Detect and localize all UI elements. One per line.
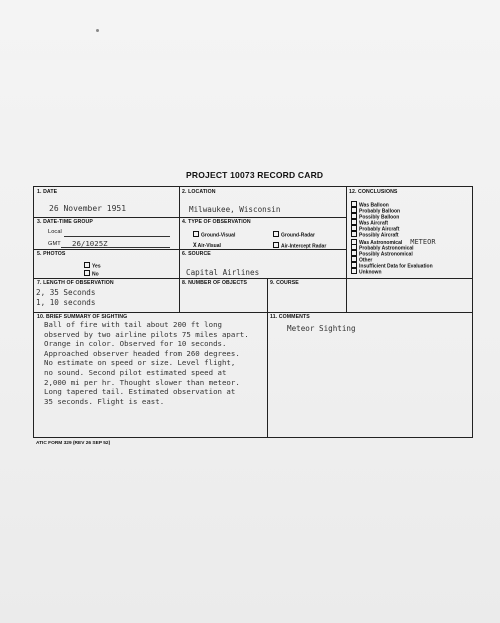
air-visual-checked-mark: X [193,242,197,249]
conclusion-option-text: Unknown [359,269,382,276]
air-visual-text: Air-Visual [197,243,221,249]
comments-label: 11. COMMENTS [270,314,310,320]
dtg-cell [34,217,179,249]
local-label: Local [48,229,62,235]
length-cell [34,278,179,312]
length-line-1: 2, 35 Seconds [36,288,96,297]
comments-cell [267,312,472,437]
summary-cell [34,312,267,437]
form-number: ATIC FORM 329 (REV 26 SEP 52) [36,441,111,446]
conclusion-option-text: Was Balloon [359,202,389,209]
objects-label: 8. NUMBER OF OBJECTS [182,280,248,286]
summary-line: observed by two airline pilots 75 miles apart. [44,329,249,339]
date-label: 1. DATE [37,189,58,195]
summary-line: No estimate on speed or size. Level flight, [44,358,236,368]
checkbox-icon [84,262,90,268]
conclusion-option-text: Probably Aircraft [359,226,400,233]
course-label: 9. COURSE [270,280,299,286]
checkbox-icon [351,231,357,237]
checkbox-icon [351,268,357,274]
ground-visual-text: Ground-Visual [201,232,236,239]
length-label: 7. LENGTH OF OBSERVATION [37,280,114,286]
summary-label: 10. BRIEF SUMMARY OF SIGHTING [37,314,128,320]
conclusions-label: 12. CONCLUSIONS [349,189,398,195]
summary-line: Orange in color. Observed for 10 seconds. [44,339,227,349]
conclusions-cell [346,187,472,278]
summary-line: 2,000 mi per hr. Thought slower than meteor. [44,377,240,387]
conclusion-option-text: Other [359,257,373,264]
checkbox-icon [193,231,199,237]
conclusion-option-text: Probably Balloon [359,208,401,215]
conclusion-option-text: Possibly Aircraft [359,232,399,239]
summary-line: 35 seconds. Flight is east. [44,396,165,406]
record-card [33,186,473,438]
comments-value: Meteor Sighting [287,324,356,333]
photos-yes-option [84,262,101,270]
conclusion-option-text: Possibly Balloon [359,214,400,221]
gmt-label: GMT [48,241,61,247]
conclusion-option-text: Probably Astronomical [359,245,414,252]
summary-line: Approached observer headed from 260 degrees. [44,348,240,358]
card-title: PROJECT 10073 RECORD CARD [186,170,324,180]
checkbox-icon [273,231,279,237]
course-cell [267,278,346,312]
air-intercept-radar-text: Air-Intercept Radar [281,243,327,250]
dtg-label: 3. DATE-TIME GROUP [37,219,93,225]
astronomical-note: METEOR [410,238,436,246]
length-line-2: 1, 10 seconds [36,298,96,307]
photos-cell [34,249,179,278]
photos-yes-text: Yes [92,263,101,270]
speck-mark [96,29,99,32]
observation-type-cell [179,217,346,249]
air-visual-option [193,242,221,249]
checkbox-icon [273,242,279,248]
ground-visual-option [193,231,235,239]
objects-cell [179,278,267,312]
conclusion-option-text: Possibly Astronomical [359,251,413,258]
conclusion-option-text: Was Aircraft [359,220,389,227]
date-value: 26 November 1951 [49,204,127,213]
ground-radar-option [273,231,315,239]
date-cell [34,187,179,217]
ground-radar-text: Ground-Radar [281,232,315,239]
location-value: Milwaukee, Wisconsin [189,205,281,214]
observation-type-label: 4. TYPE OF OBSERVATION [182,219,251,225]
source-value: Capital Airlines [186,268,260,277]
conclusion-option-text: Insufficient Data for Evaluation [359,263,433,270]
conclusion-option [351,268,382,276]
location-cell [179,187,346,217]
gmt-value: 26/1025Z [72,239,108,248]
source-label: 6. SOURCE [182,251,211,257]
summary-line: Ball of fire with tail about 200 ft long [44,320,222,329]
summary-line: Long tapered tail. Estimated observation at [44,387,236,397]
photos-label: 5. PHOTOS [37,251,66,257]
source-cell [179,249,346,278]
checkbox-icon [84,270,90,276]
photos-no-option [84,270,99,278]
summary-line: no sound. Second pilot estimated speed at [44,368,227,377]
location-label: 2. LOCATION [182,189,216,195]
conclusion-option-text: Was Astronomical [359,240,403,246]
photos-no-text: No [92,271,99,278]
